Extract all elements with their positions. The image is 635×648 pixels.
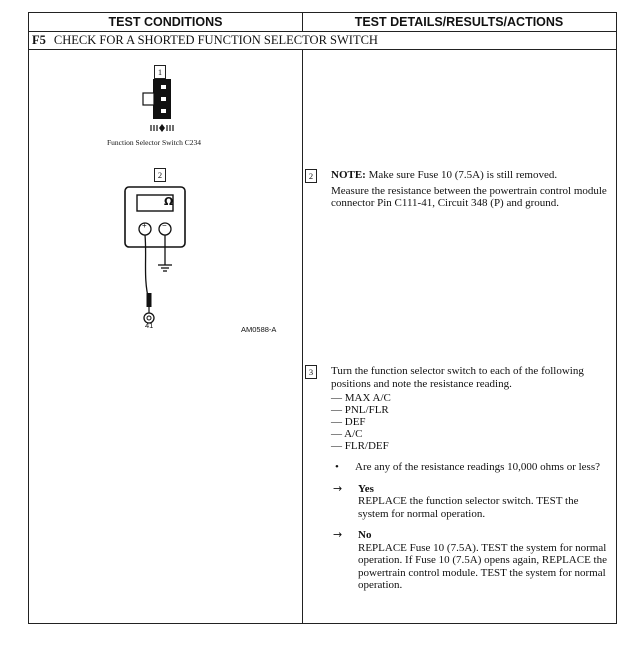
position-list [331, 392, 611, 452]
position-item: — DEF [331, 416, 366, 428]
step3-intro: Turn the function selector switch to each of the following positions and note the resistance reading. [331, 365, 584, 390]
column-divider [302, 49, 303, 623]
step-title-text: CHECK FOR A SHORTED FUNCTION SELECTOR SWITCH [53, 32, 378, 47]
position-item: — MAX A/C [331, 392, 391, 404]
arrow-right-icon: → [333, 481, 343, 495]
yes-label: Yes [358, 482, 374, 495]
fig1-number: 1 [154, 65, 166, 79]
art-code: AM0588-A [241, 325, 277, 334]
step3-details [308, 365, 611, 592]
question-text: Are any of the resistance readings 10,000 ohms or less? [355, 461, 600, 473]
step2-details [308, 169, 611, 210]
connector-icon [139, 79, 184, 134]
note-label: NOTE: [331, 169, 366, 181]
fig2-callout [154, 165, 166, 183]
step-title [32, 31, 378, 49]
bullet-icon: • [335, 461, 339, 473]
position-item: — A/C [331, 428, 363, 440]
title-bottom-rule [29, 49, 616, 50]
pin-label: 41 [145, 321, 154, 330]
step3-number: 3 [305, 365, 317, 379]
ohm-symbol: Ω [164, 195, 174, 208]
no-label: No [358, 529, 372, 541]
fig1-callout [154, 62, 166, 80]
fig1-caption: Function Selector Switch C234 [107, 138, 201, 147]
no-result [331, 529, 608, 592]
minus-terminal-label: − [162, 221, 167, 230]
note-text: Make sure Fuse 10 (7.5A) is still removed. [365, 169, 558, 181]
step2-number: 2 [305, 169, 317, 183]
position-item: — PNL/FLR [331, 404, 389, 416]
header-test-conditions: TEST CONDITIONS [108, 15, 223, 29]
position-item: — FLR/DEF [331, 440, 389, 452]
plus-terminal-label: + [142, 221, 147, 230]
step-id: F5 [32, 32, 46, 47]
yes-action: REPLACE the function selector switch. TEST the system for normal operation. [358, 495, 579, 520]
no-action: REPLACE Fuse 10 (7.5A). TEST the system for normal operation. If Fuse 10 (7.5A) opens again, REPLACE the powertrain control module. TEST the system for normal operation. [358, 541, 607, 591]
header-test-details: TEST DETAILS/RESULTS/ACTIONS [354, 15, 564, 29]
ohmmeter-icon [121, 183, 201, 333]
fig2-number: 2 [154, 168, 166, 182]
arrow-right-icon: → [333, 528, 343, 541]
yes-result [331, 483, 608, 521]
step2-instruction: Measure the resistance between the powertrain control module connector Pin C111-41, Circuit 348 (P) and ground. [331, 184, 607, 209]
header-divider [302, 13, 303, 31]
question-block [331, 461, 605, 474]
procedure-table [28, 12, 617, 624]
